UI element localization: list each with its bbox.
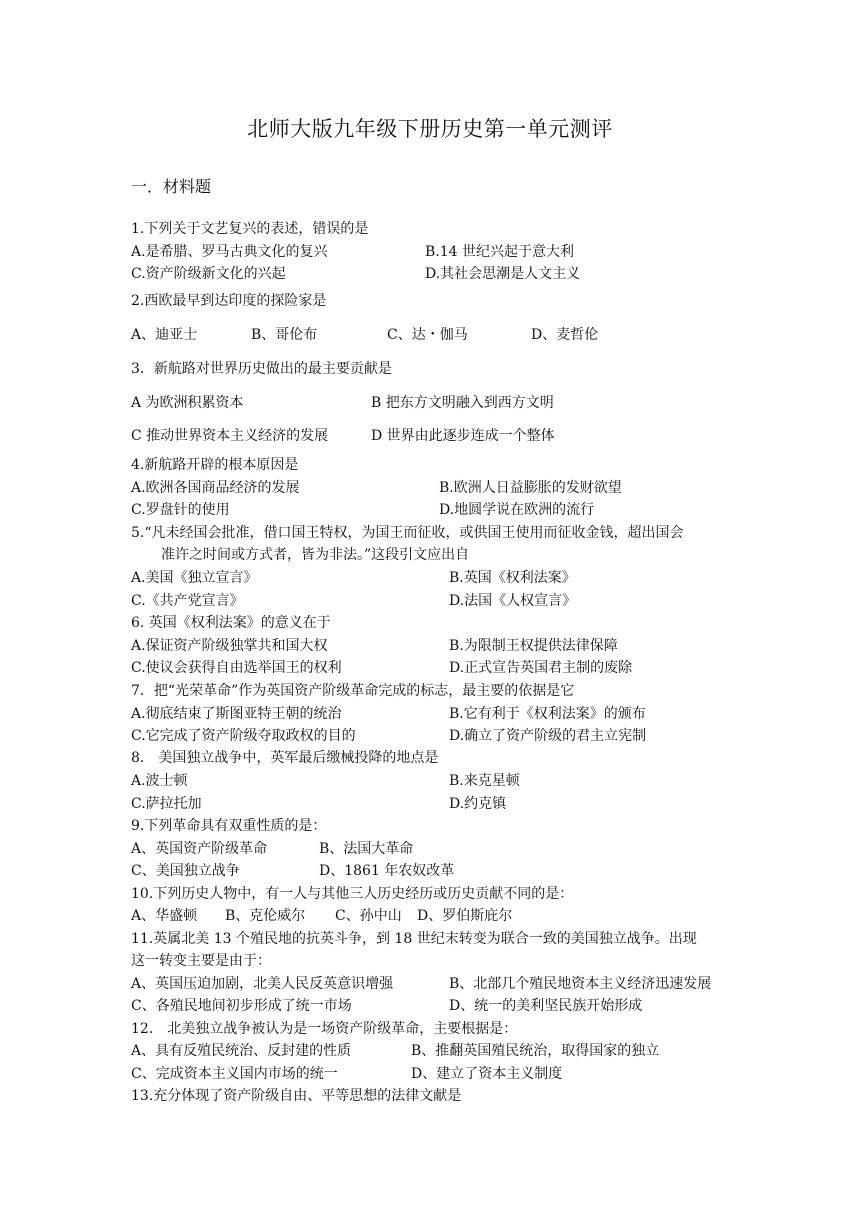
- option: A.欧洲各国商品经济的发展: [131, 480, 300, 496]
- option: C.它完成了资产阶级夺取政权的目的: [131, 728, 356, 744]
- option: B.英国《权利法案》: [449, 570, 576, 586]
- option: A、英国资产阶级革命: [131, 841, 268, 857]
- option: A、英国压迫加剧，北美人民反英意识增强: [131, 976, 394, 992]
- question-stem: 10.下列历史人物中，有一人与其他三人历史经历或历史贡献不同的是：: [131, 886, 574, 902]
- option: D.确立了资产阶级的君主立宪制: [449, 728, 647, 744]
- page-title: 北师大版九年级下册历史第一单元测评: [247, 117, 613, 141]
- option: C.萨拉托加: [131, 796, 202, 812]
- option: D、统一的美利坚民族开始形成: [449, 998, 643, 1014]
- option: A.美国《独立宣言》: [131, 570, 258, 586]
- option: D.正式宣告英国君主制的废除: [449, 660, 633, 676]
- section-heading: 一．材料题: [131, 177, 212, 196]
- option: B.欧洲人日益膨胀的发财欲望: [439, 480, 622, 496]
- option: B.来克星顿: [449, 773, 520, 789]
- question-stem: 11.英属北美 13 个殖民地的抗英斗争，到 18 世纪末转变为联合一致的美国独立战争。出现: [131, 931, 697, 947]
- option: B.为限制王权提供法律保障: [449, 638, 618, 654]
- option: B 把东方文明融入到西方文明: [371, 395, 554, 411]
- option: C.资产阶级新文化的兴起: [131, 266, 286, 282]
- option: A.是希腊、罗马古典文化的复兴: [131, 244, 328, 260]
- option: D、1861 年农奴改革: [319, 863, 455, 879]
- question-stem: 8． 美国独立战争中，英军最后缴械投降的地点是: [131, 750, 439, 766]
- option: B、法国大革命: [319, 841, 414, 857]
- option: C、美国独立战争: [131, 863, 240, 879]
- option: A、具有反殖民统治、反封建的性质: [131, 1043, 352, 1059]
- question-stem: 5.“凡未经国会批准，借口国王特权，为国王而征收，或供国王使用而征收金钱，超出国会: [131, 525, 684, 541]
- option: C、孙中山: [335, 908, 402, 924]
- option: D.约克镇: [449, 796, 507, 812]
- option: A.保证资产阶级独掌共和国大权: [131, 638, 328, 654]
- option: B.14 世纪兴起于意大利: [425, 244, 575, 260]
- question-stem: 4.新航路开辟的根本原因是: [131, 457, 299, 473]
- option: A、华盛顿: [131, 908, 198, 924]
- option: C.使议会获得自由选举国王的权利: [131, 660, 342, 676]
- option: D、麦哲伦: [531, 327, 599, 343]
- question-stem: 12． 北美独立战争被认为是一场资产阶级革命，主要根据是：: [131, 1021, 518, 1037]
- option: B.它有利于《权利法案》的颁布: [449, 706, 646, 722]
- option: B、克伦威尔: [225, 908, 306, 924]
- option: D、罗伯斯庇尔: [417, 908, 513, 924]
- question-stem: 13.充分体现了资产阶级自由、平等思想的法律文献是: [131, 1088, 462, 1104]
- option: B、推翻英国殖民统治，取得国家的独立: [411, 1043, 660, 1059]
- option: A、迪亚士: [131, 327, 198, 343]
- option: A.波士顿: [131, 773, 188, 789]
- question-stem: 1.下列关于文艺复兴的表述，错误的是: [131, 221, 369, 237]
- question-stem: 3．新航路对世界历史做出的最主要贡献是: [131, 361, 392, 377]
- question-stem: 准许之时间或方式者，皆为非法。”这段引文应出自: [161, 547, 470, 563]
- option: D 世界由此逐步连成一个整体: [371, 428, 555, 444]
- option: C、达・伽马: [387, 327, 468, 343]
- question-stem: 2.西欧最早到达印度的探险家是: [131, 293, 327, 309]
- option: D.法国《人权宣言》: [449, 593, 577, 609]
- option: D.地圆学说在欧洲的流行: [439, 502, 595, 518]
- option: B、北部几个殖民地资本主义经济迅速发展: [449, 976, 712, 992]
- question-stem: 9.下列革命具有双重性质的是：: [131, 818, 327, 834]
- option: C、各殖民地间初步形成了统一市场: [131, 998, 352, 1014]
- option: C 推动世界资本主义经济的发展: [131, 428, 329, 444]
- question-stem: 7．把“光荣革命”作为英国资产阶级革命完成的标志，最主要的依据是它: [131, 683, 575, 699]
- option: A 为欧洲积累资本: [131, 395, 244, 411]
- question-stem: 这一转变主要是由于：: [131, 953, 271, 969]
- option: D.其社会思潮是人文主义: [425, 266, 581, 282]
- question-stem: 6. 英国《权利法案》的意义在于: [131, 615, 331, 631]
- option: C、完成资本主义国内市场的统一: [131, 1066, 338, 1082]
- option: D、建立了资本主义制度: [411, 1066, 563, 1082]
- option: B、哥伦布: [251, 327, 318, 343]
- option: C.罗盘针的使用: [131, 502, 230, 518]
- option: A.彻底结束了斯图亚特王朝的统治: [131, 706, 342, 722]
- option: C.《共产党宣言》: [131, 593, 244, 609]
